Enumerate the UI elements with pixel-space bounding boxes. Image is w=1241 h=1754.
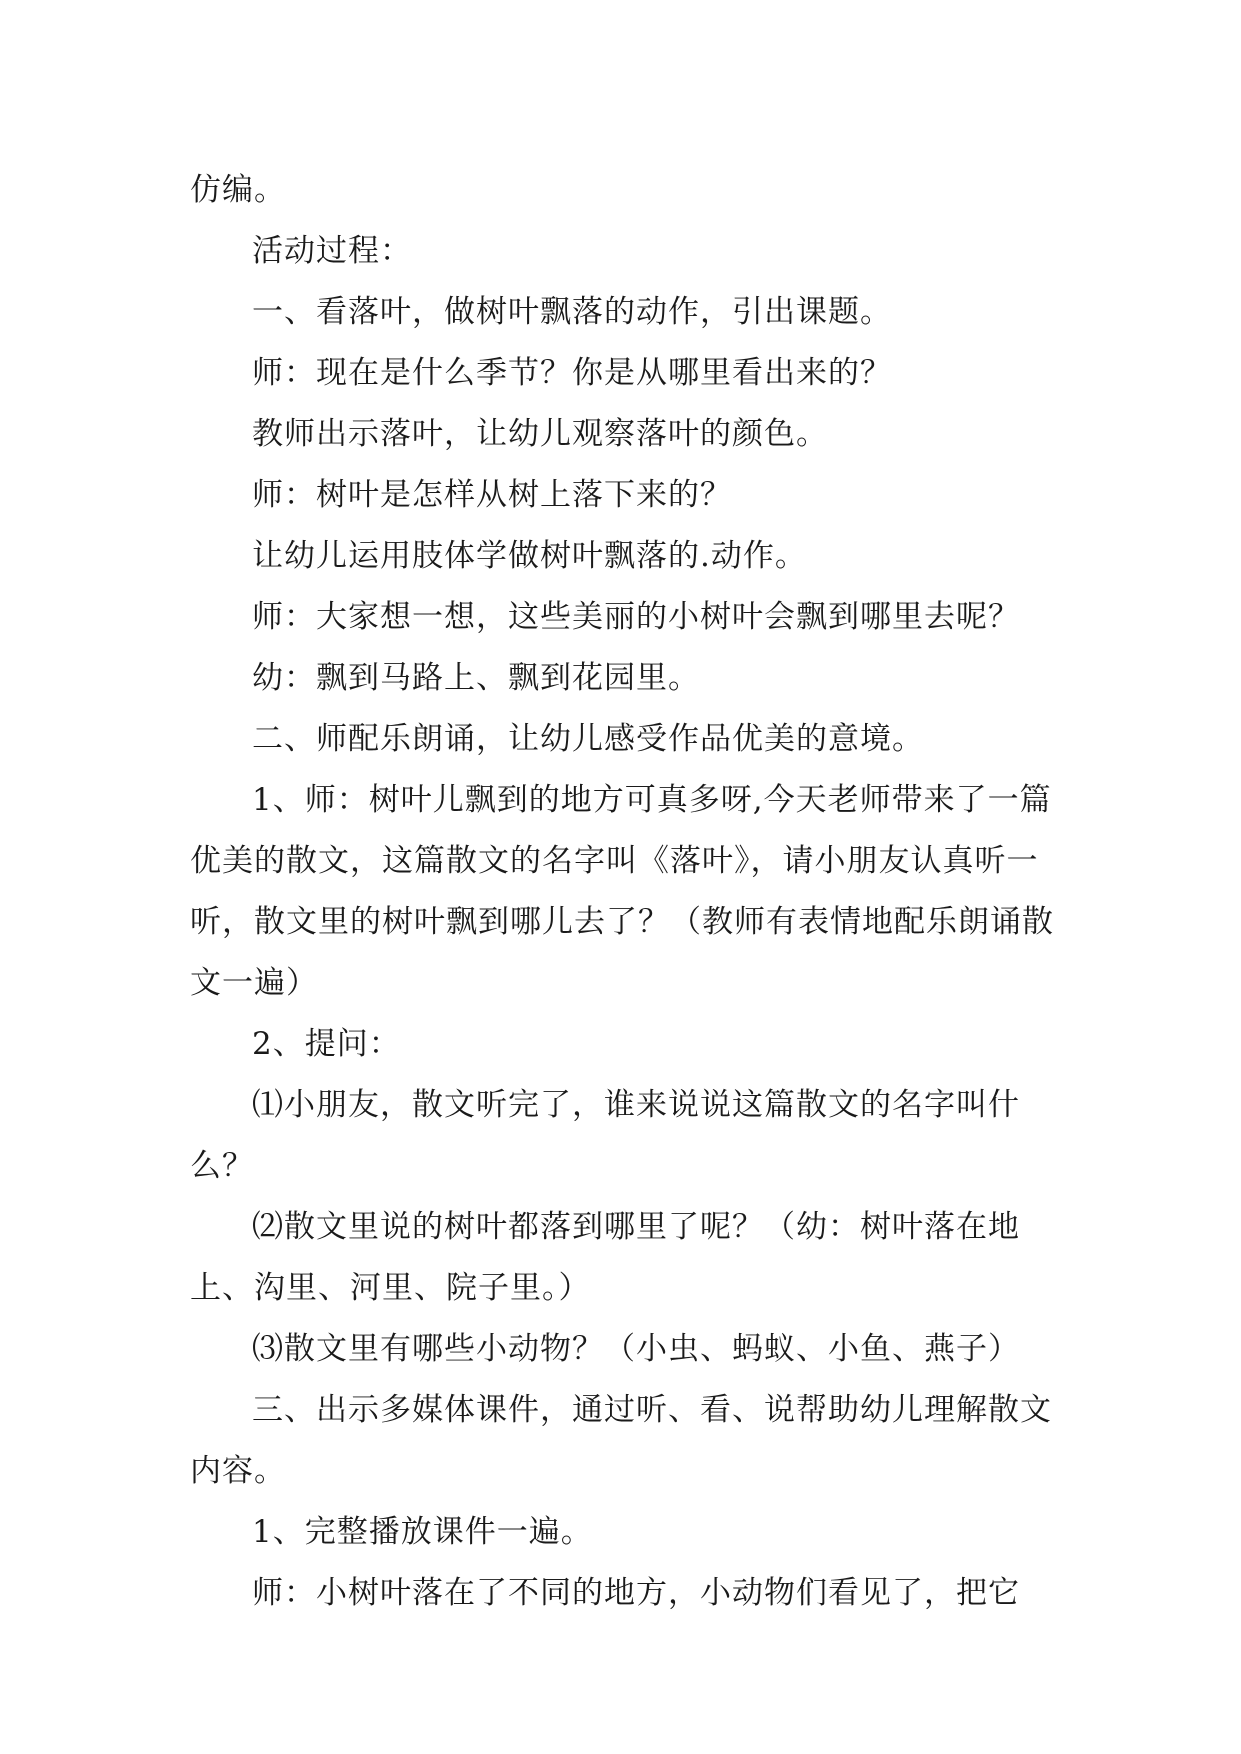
paragraph: 仿编。 (190, 172, 286, 208)
paragraph: 让幼儿运用肢体学做树叶飘落的.动作。 (252, 538, 807, 574)
paragraph: 三、出示多媒体课件，通过听、看、说帮助幼儿理解散文内容。 (190, 1392, 1052, 1489)
paragraph: 活动过程： (252, 233, 412, 269)
paragraph: 师：现在是什么季节？你是从哪里看出来的？ (252, 355, 892, 391)
paragraph: 幼：飘到马路上、飘到花园里。 (252, 660, 700, 696)
paragraph: 2、提问： (252, 1026, 401, 1062)
paragraph: ⑶散文里有哪些小动物？（小虫、蚂蚁、小鱼、燕子） (252, 1331, 1020, 1367)
paragraph: 1、师：树叶儿飘到的地方可真多呀,今天老师带来了一篇优美的散文，这篇散文的名字叫《落叶》，请小朋友认真听一听，散文里的树叶飘到哪儿去了？（教师有表情地配乐朗诵散文一遍） (190, 782, 1054, 1001)
paragraph: 1、完整播放课件一遍。 (252, 1514, 593, 1550)
paragraph: 师：树叶是怎样从树上落下来的？ (252, 477, 732, 513)
paragraph: ⑵散文里说的树叶都落到哪里了呢？（幼：树叶落在地上、沟里、河里、院子里。） (190, 1209, 1020, 1306)
paragraph: ⑴小朋友，散文听完了，谁来说说这篇散文的名字叫什么？ (190, 1087, 1020, 1184)
paragraph: 一、看落叶，做树叶飘落的动作，引出课题。 (252, 294, 892, 330)
paragraph: 师：小树叶落在了不同的地方，小动物们看见了，把它 (252, 1575, 1020, 1611)
paragraph: 二、师配乐朗诵，让幼儿感受作品优美的意境。 (252, 721, 924, 757)
paragraph: 师：大家想一想，这些美丽的小树叶会飘到哪里去呢？ (252, 599, 1020, 635)
paragraph: 教师出示落叶，让幼儿观察落叶的颜色。 (252, 416, 828, 452)
document-body (190, 160, 1070, 1624)
